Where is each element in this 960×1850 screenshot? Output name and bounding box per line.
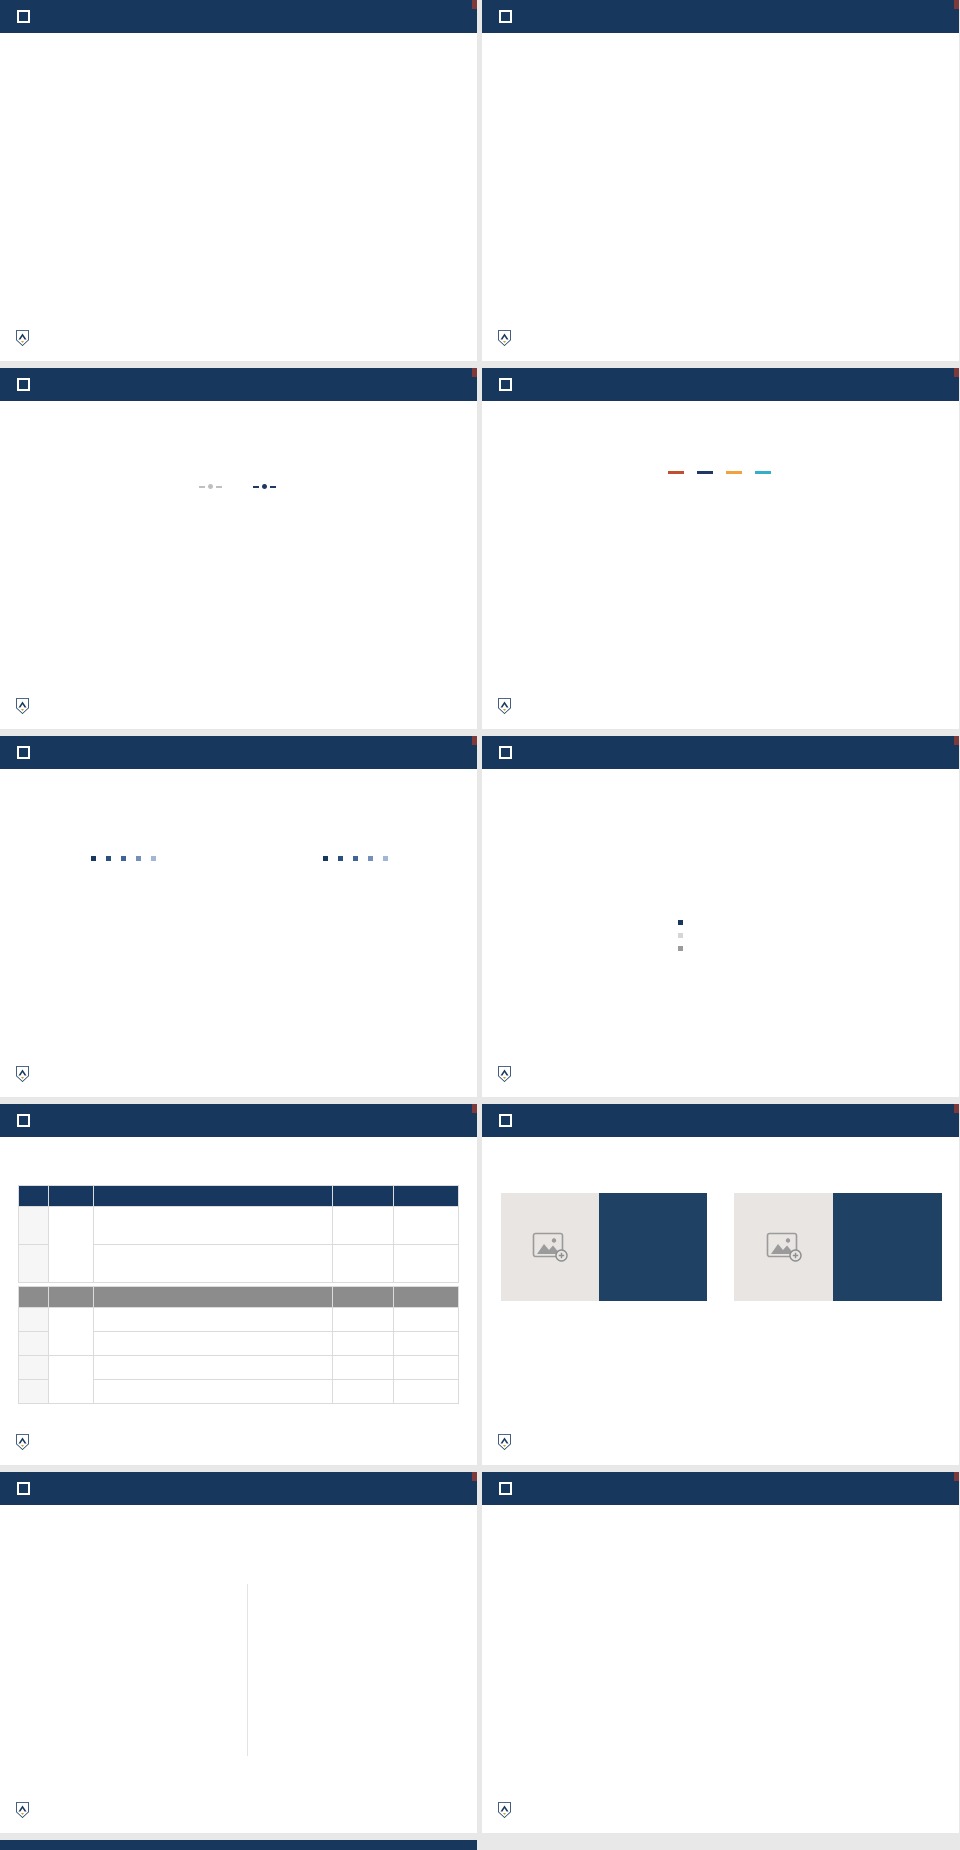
risk-block — [814, 1644, 952, 1647]
cell-course — [94, 1207, 333, 1245]
cell-head — [333, 1356, 394, 1380]
brand-logo-icon — [16, 330, 29, 346]
cell-course — [94, 1308, 333, 1332]
header-corner-accent — [954, 1104, 959, 1113]
brand-logo-icon — [498, 1434, 511, 1450]
next-row-header-cutoff — [0, 1840, 477, 1850]
cell-head — [333, 1245, 394, 1283]
header-square-icon — [499, 378, 512, 391]
col-header — [49, 1186, 94, 1207]
cell-timeline — [394, 1380, 459, 1404]
slide-data-comparison-chart[interactable] — [0, 736, 477, 1097]
col-header — [333, 1186, 394, 1207]
header-square-icon — [17, 1114, 30, 1127]
slide-header — [0, 0, 477, 33]
col-header — [19, 1186, 49, 1207]
cell-course — [94, 1245, 333, 1283]
slide-header — [0, 368, 477, 401]
brand-logo-icon — [16, 1066, 29, 1082]
header-corner-accent — [954, 0, 959, 9]
cell-timeline — [394, 1332, 459, 1356]
cell-head — [333, 1380, 394, 1404]
cell-timeline — [394, 1207, 459, 1245]
cell-course — [94, 1380, 333, 1404]
table-row — [19, 1356, 459, 1380]
slide-header — [0, 1472, 477, 1505]
slide-quarterly-comparison[interactable] — [482, 736, 959, 1097]
risk-block — [497, 1644, 635, 1647]
cell-timeline — [394, 1356, 459, 1380]
brand-logo-icon — [498, 330, 511, 346]
risk-block — [507, 1556, 639, 1559]
cell-num — [19, 1380, 49, 1404]
header-corner-accent — [472, 736, 477, 745]
col-header — [333, 1287, 394, 1308]
chart-legend — [0, 484, 477, 489]
cell-head — [333, 1207, 394, 1245]
header-corner-accent — [472, 368, 477, 377]
slide-header — [482, 1472, 959, 1505]
cell-project — [49, 1207, 94, 1283]
brand-logo-icon — [16, 1434, 29, 1450]
cell-project — [49, 1356, 94, 1404]
cell-head — [333, 1308, 394, 1332]
cell-project — [49, 1308, 94, 1356]
pinwheel-diagram — [632, 1574, 818, 1760]
header-square-icon — [17, 378, 30, 391]
col-header — [394, 1186, 459, 1207]
col-header — [94, 1186, 333, 1207]
slide-data-tables[interactable] — [0, 1104, 477, 1465]
brand-logo-icon — [498, 1802, 511, 1818]
table-navy — [18, 1185, 459, 1283]
header-corner-accent — [954, 736, 959, 745]
progress-box — [599, 1193, 707, 1301]
table-row — [19, 1207, 459, 1245]
header-square-icon — [499, 10, 512, 23]
col-header — [94, 1287, 333, 1308]
image-placeholder-icon — [532, 1232, 568, 1262]
image-placeholder-box — [501, 1193, 599, 1301]
header-corner-accent — [472, 1472, 477, 1481]
slide-leaderboard-bar-chart[interactable] — [0, 0, 477, 361]
header-corner-accent — [954, 368, 959, 377]
brand-logo-icon — [498, 1066, 511, 1082]
col-header — [394, 1287, 459, 1308]
brand-logo-icon — [16, 698, 29, 714]
cell-num — [19, 1207, 49, 1245]
slide-data-comparison-cards[interactable] — [482, 1104, 959, 1465]
slide-header — [0, 1104, 477, 1137]
line-chart — [0, 463, 477, 678]
cell-timeline — [394, 1308, 459, 1332]
table-gray — [18, 1286, 459, 1404]
cell-num — [19, 1356, 49, 1380]
header-square-icon — [499, 1114, 512, 1127]
area-chart — [482, 70, 959, 305]
header-square-icon — [17, 1482, 30, 1495]
slide-header — [0, 736, 477, 769]
image-placeholder-box — [734, 1193, 833, 1301]
multi-line-chart — [482, 463, 959, 678]
cell-num — [19, 1308, 49, 1332]
slide-header — [482, 368, 959, 401]
column-divider — [247, 1584, 248, 1756]
progress-box — [833, 1193, 942, 1301]
brand-logo-icon — [16, 1802, 29, 1818]
cell-head — [333, 1332, 394, 1356]
col-header — [49, 1287, 94, 1308]
header-corner-accent — [472, 0, 477, 9]
slide-line-chart-tool[interactable] — [0, 368, 477, 729]
header-corner-accent — [472, 1104, 477, 1113]
brand-logo-icon — [498, 698, 511, 714]
leaderboard-bar-chart — [0, 70, 477, 318]
table-header-row — [19, 1186, 459, 1207]
risk-block — [507, 1720, 639, 1723]
donut-legend — [248, 856, 466, 861]
risk-block — [807, 1720, 945, 1723]
slide-toc-bullets[interactable] — [0, 1472, 477, 1833]
image-placeholder-icon — [766, 1232, 802, 1262]
header-square-icon — [499, 1482, 512, 1495]
slide-risk-analysis[interactable] — [482, 1472, 959, 1833]
slide-area-line-charts[interactable] — [482, 0, 959, 361]
pie-legend — [16, 856, 234, 861]
slide-header — [482, 736, 959, 769]
cell-num — [19, 1332, 49, 1356]
slide-header — [482, 1104, 959, 1137]
donut-legend — [678, 920, 686, 951]
slide-dimensions-line-chart[interactable] — [482, 368, 959, 729]
chart-legend — [482, 471, 959, 474]
header-square-icon — [499, 746, 512, 759]
cell-num — [19, 1245, 49, 1283]
header-corner-accent — [954, 1472, 959, 1481]
cell-course — [94, 1356, 333, 1380]
header-square-icon — [17, 10, 30, 23]
pie-and-donut-charts — [0, 866, 477, 1094]
table-row — [19, 1308, 459, 1332]
table-header-row — [19, 1287, 459, 1308]
col-header — [19, 1287, 49, 1308]
header-square-icon — [17, 746, 30, 759]
cell-timeline — [394, 1245, 459, 1283]
slide-header — [482, 0, 959, 33]
cell-course — [94, 1332, 333, 1356]
risk-block — [807, 1556, 939, 1559]
